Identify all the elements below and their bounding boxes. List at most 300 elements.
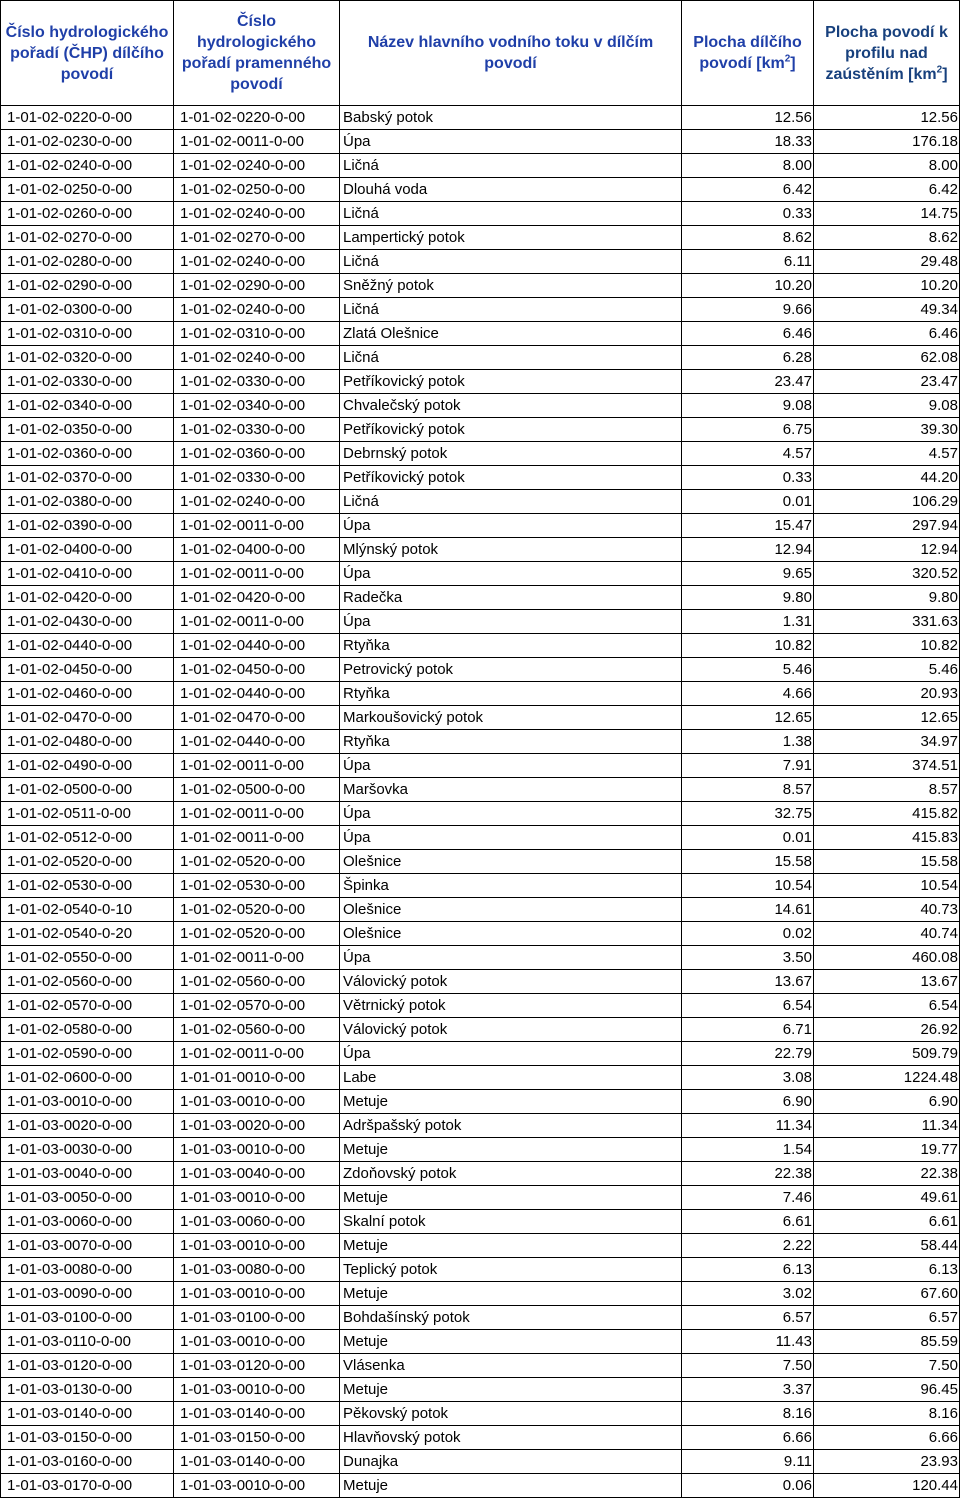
- stream-name-cell: Radečka: [340, 586, 682, 610]
- total-area-cell: 13.67: [814, 970, 960, 994]
- stream-name-cell: Maršovka: [340, 778, 682, 802]
- total-area-cell: 120.44: [814, 1474, 960, 1498]
- source-chp-cell: 1-01-02-0240-0-00: [174, 154, 340, 178]
- source-chp-cell: 1-01-03-0010-0-00: [174, 1138, 340, 1162]
- subbasin-area-cell: 4.57: [682, 442, 814, 466]
- table-row: [1, 1330, 960, 1354]
- chp-cell: 1-01-02-0330-0-00: [1, 370, 174, 394]
- chp-cell: 1-01-02-0420-0-00: [1, 586, 174, 610]
- table-row: [1, 946, 960, 970]
- total-area-cell: 10.20: [814, 274, 960, 298]
- stream-name-cell: Úpa: [340, 514, 682, 538]
- chp-cell: 1-01-02-0320-0-00: [1, 346, 174, 370]
- subbasin-area-cell: 0.01: [682, 826, 814, 850]
- subbasin-area-cell: 11.34: [682, 1114, 814, 1138]
- table-row: [1, 850, 960, 874]
- stream-name-cell: Metuje: [340, 1330, 682, 1354]
- table-row: [1, 778, 960, 802]
- table-row: [1, 562, 960, 586]
- source-chp-cell: 1-01-02-0340-0-00: [174, 394, 340, 418]
- table-row: [1, 1474, 960, 1498]
- header-subbasin-area-end: ]: [790, 55, 796, 72]
- total-area-cell: 8.00: [814, 154, 960, 178]
- subbasin-area-cell: 6.13: [682, 1258, 814, 1282]
- source-chp-cell: 1-01-02-0011-0-00: [174, 610, 340, 634]
- total-area-cell: 22.38: [814, 1162, 960, 1186]
- subbasin-area-cell: 6.61: [682, 1210, 814, 1234]
- stream-name-cell: Metuje: [340, 1138, 682, 1162]
- table-row: [1, 1258, 960, 1282]
- chp-cell: 1-01-02-0580-0-00: [1, 1018, 174, 1042]
- table-row: [1, 466, 960, 490]
- total-area-cell: 67.60: [814, 1282, 960, 1306]
- subbasin-area-cell: 3.02: [682, 1282, 814, 1306]
- stream-name-cell: Debrnský potok: [340, 442, 682, 466]
- total-area-cell: 6.90: [814, 1090, 960, 1114]
- table-row: [1, 1450, 960, 1474]
- chp-cell: 1-01-02-0480-0-00: [1, 730, 174, 754]
- chp-cell: 1-01-02-0460-0-00: [1, 682, 174, 706]
- source-chp-cell: 1-01-03-0020-0-00: [174, 1114, 340, 1138]
- stream-name-cell: Teplický potok: [340, 1258, 682, 1282]
- source-chp-cell: 1-01-02-0011-0-00: [174, 754, 340, 778]
- table-row: [1, 1186, 960, 1210]
- total-area-cell: 23.93: [814, 1450, 960, 1474]
- chp-cell: 1-01-02-0512-0-00: [1, 826, 174, 850]
- total-area-cell: 6.57: [814, 1306, 960, 1330]
- source-chp-cell: 1-01-02-0011-0-00: [174, 1042, 340, 1066]
- chp-cell: 1-01-02-0260-0-00: [1, 202, 174, 226]
- source-chp-cell: 1-01-03-0040-0-00: [174, 1162, 340, 1186]
- chp-cell: 1-01-02-0360-0-00: [1, 442, 174, 466]
- stream-name-cell: Mlýnský potok: [340, 538, 682, 562]
- chp-cell: 1-01-02-0340-0-00: [1, 394, 174, 418]
- total-area-cell: 6.13: [814, 1258, 960, 1282]
- stream-name-cell: Bohdašínský potok: [340, 1306, 682, 1330]
- source-chp-cell: 1-01-02-0360-0-00: [174, 442, 340, 466]
- source-chp-cell: 1-01-02-0011-0-00: [174, 130, 340, 154]
- total-area-cell: 9.80: [814, 586, 960, 610]
- chp-cell: 1-01-02-0600-0-00: [1, 1066, 174, 1090]
- stream-name-cell: Špinka: [340, 874, 682, 898]
- table-row: [1, 874, 960, 898]
- source-chp-cell: 1-01-02-0011-0-00: [174, 826, 340, 850]
- total-area-cell: 49.61: [814, 1186, 960, 1210]
- stream-name-cell: Rtyňka: [340, 682, 682, 706]
- source-chp-cell: 1-01-02-0330-0-00: [174, 418, 340, 442]
- total-area-cell: 12.94: [814, 538, 960, 562]
- subbasin-area-cell: 9.08: [682, 394, 814, 418]
- header-subbasin-area: [682, 1, 814, 106]
- source-chp-cell: 1-01-02-0240-0-00: [174, 250, 340, 274]
- stream-name-cell: Metuje: [340, 1234, 682, 1258]
- source-chp-cell: 1-01-02-0250-0-00: [174, 178, 340, 202]
- table-row: [1, 106, 960, 130]
- source-chp-cell: 1-01-02-0500-0-00: [174, 778, 340, 802]
- source-chp-cell: 1-01-02-0240-0-00: [174, 346, 340, 370]
- subbasin-area-cell: 7.91: [682, 754, 814, 778]
- chp-cell: 1-01-02-0310-0-00: [1, 322, 174, 346]
- stream-name-cell: Dunajka: [340, 1450, 682, 1474]
- chp-cell: 1-01-02-0250-0-00: [1, 178, 174, 202]
- table-row: [1, 1162, 960, 1186]
- total-area-cell: 8.57: [814, 778, 960, 802]
- chp-cell: 1-01-03-0150-0-00: [1, 1426, 174, 1450]
- table-row: [1, 226, 960, 250]
- header-total-area-end: ]: [942, 65, 948, 83]
- source-chp-cell: 1-01-02-0011-0-00: [174, 562, 340, 586]
- stream-name-cell: Metuje: [340, 1186, 682, 1210]
- total-area-cell: 374.51: [814, 754, 960, 778]
- table-row: [1, 514, 960, 538]
- total-area-cell: 4.57: [814, 442, 960, 466]
- stream-name-cell: Petříkovický potok: [340, 466, 682, 490]
- table-header: [1, 1, 960, 106]
- table-row: [1, 1210, 960, 1234]
- table-row: [1, 442, 960, 466]
- table-row: [1, 538, 960, 562]
- chp-cell: 1-01-02-0400-0-00: [1, 538, 174, 562]
- table-row: [1, 346, 960, 370]
- source-chp-cell: 1-01-02-0470-0-00: [174, 706, 340, 730]
- source-chp-cell: 1-01-02-0520-0-00: [174, 922, 340, 946]
- stream-name-cell: Olešnice: [340, 922, 682, 946]
- stream-name-cell: Rtyňka: [340, 634, 682, 658]
- subbasin-area-cell: 1.38: [682, 730, 814, 754]
- subbasin-area-cell: 6.28: [682, 346, 814, 370]
- table-row: [1, 634, 960, 658]
- stream-name-cell: Úpa: [340, 826, 682, 850]
- chp-cell: 1-01-03-0060-0-00: [1, 1210, 174, 1234]
- stream-name-cell: Olešnice: [340, 898, 682, 922]
- total-area-cell: 106.29: [814, 490, 960, 514]
- header-subbasin-area-sup: 2: [784, 53, 791, 65]
- stream-name-cell: Zlatá Olešnice: [340, 322, 682, 346]
- total-area-cell: 460.08: [814, 946, 960, 970]
- chp-cell: 1-01-02-0530-0-00: [1, 874, 174, 898]
- subbasin-area-cell: 15.58: [682, 850, 814, 874]
- header-total-area-text: Plocha povodí k profilu nad zaústěním [km: [825, 23, 948, 83]
- table-row: [1, 178, 960, 202]
- chp-cell: 1-01-03-0050-0-00: [1, 1186, 174, 1210]
- table-row: [1, 706, 960, 730]
- chp-cell: 1-01-02-0370-0-00: [1, 466, 174, 490]
- table-row: [1, 1114, 960, 1138]
- header-source-chp: Číslo hydrologického pořadí pramenného povodí: [174, 1, 340, 106]
- stream-name-cell: Petříkovický potok: [340, 418, 682, 442]
- chp-cell: 1-01-02-0350-0-00: [1, 418, 174, 442]
- source-chp-cell: 1-01-03-0120-0-00: [174, 1354, 340, 1378]
- stream-name-cell: Úpa: [340, 802, 682, 826]
- chp-cell: 1-01-02-0240-0-00: [1, 154, 174, 178]
- source-chp-cell: 1-01-02-0290-0-00: [174, 274, 340, 298]
- table-row: [1, 826, 960, 850]
- source-chp-cell: 1-01-03-0010-0-00: [174, 1282, 340, 1306]
- source-chp-cell: 1-01-03-0140-0-00: [174, 1402, 340, 1426]
- source-chp-cell: 1-01-02-0330-0-00: [174, 466, 340, 490]
- chp-cell: 1-01-02-0570-0-00: [1, 994, 174, 1018]
- total-area-cell: 23.47: [814, 370, 960, 394]
- total-area-cell: 6.66: [814, 1426, 960, 1450]
- total-area-cell: 8.16: [814, 1402, 960, 1426]
- stream-name-cell: Úpa: [340, 754, 682, 778]
- table-row: [1, 1066, 960, 1090]
- subbasin-area-cell: 9.65: [682, 562, 814, 586]
- subbasin-area-cell: 32.75: [682, 802, 814, 826]
- header-stream-name: Název hlavního vodního toku v dílčím povodí: [340, 1, 682, 106]
- subbasin-area-cell: 6.54: [682, 994, 814, 1018]
- subbasin-area-cell: 3.50: [682, 946, 814, 970]
- chp-cell: 1-01-02-0300-0-00: [1, 298, 174, 322]
- source-chp-cell: 1-01-02-0011-0-00: [174, 802, 340, 826]
- header-row: [1, 1, 960, 106]
- subbasin-area-cell: 12.65: [682, 706, 814, 730]
- total-area-cell: 176.18: [814, 130, 960, 154]
- source-chp-cell: 1-01-02-0560-0-00: [174, 970, 340, 994]
- total-area-cell: 19.77: [814, 1138, 960, 1162]
- subbasin-area-cell: 6.46: [682, 322, 814, 346]
- source-chp-cell: 1-01-02-0400-0-00: [174, 538, 340, 562]
- stream-name-cell: Labe: [340, 1066, 682, 1090]
- source-chp-cell: 1-01-03-0060-0-00: [174, 1210, 340, 1234]
- stream-name-cell: Úpa: [340, 1042, 682, 1066]
- stream-name-cell: Ličná: [340, 250, 682, 274]
- stream-name-cell: Ličná: [340, 154, 682, 178]
- total-area-cell: 8.62: [814, 226, 960, 250]
- total-area-cell: 20.93: [814, 682, 960, 706]
- stream-name-cell: Olešnice: [340, 850, 682, 874]
- subbasin-area-cell: 11.43: [682, 1330, 814, 1354]
- chp-cell: 1-01-02-0560-0-00: [1, 970, 174, 994]
- subbasin-area-cell: 7.46: [682, 1186, 814, 1210]
- chp-cell: 1-01-02-0500-0-00: [1, 778, 174, 802]
- subbasin-area-cell: 6.42: [682, 178, 814, 202]
- subbasin-area-cell: 13.67: [682, 970, 814, 994]
- subbasin-area-cell: 8.16: [682, 1402, 814, 1426]
- subbasin-area-cell: 8.00: [682, 154, 814, 178]
- stream-name-cell: Sněžný potok: [340, 274, 682, 298]
- total-area-cell: 10.54: [814, 874, 960, 898]
- table-row: [1, 1018, 960, 1042]
- subbasin-area-cell: 6.66: [682, 1426, 814, 1450]
- subbasin-area-cell: 10.20: [682, 274, 814, 298]
- table-row: [1, 1138, 960, 1162]
- table-row: [1, 1042, 960, 1066]
- total-area-cell: 6.61: [814, 1210, 960, 1234]
- chp-cell: 1-01-03-0010-0-00: [1, 1090, 174, 1114]
- table-row: [1, 298, 960, 322]
- table-row: [1, 610, 960, 634]
- stream-name-cell: Skalní potok: [340, 1210, 682, 1234]
- chp-cell: 1-01-02-0220-0-00: [1, 106, 174, 130]
- chp-cell: 1-01-02-0290-0-00: [1, 274, 174, 298]
- total-area-cell: 9.08: [814, 394, 960, 418]
- source-chp-cell: 1-01-02-0520-0-00: [174, 898, 340, 922]
- table-row: [1, 202, 960, 226]
- chp-cell: 1-01-02-0511-0-00: [1, 802, 174, 826]
- stream-name-cell: Metuje: [340, 1474, 682, 1498]
- subbasin-area-cell: 7.50: [682, 1354, 814, 1378]
- stream-name-cell: Úpa: [340, 610, 682, 634]
- table-row: [1, 994, 960, 1018]
- stream-name-cell: Zdoňovský potok: [340, 1162, 682, 1186]
- table-row: [1, 802, 960, 826]
- stream-name-cell: Metuje: [340, 1090, 682, 1114]
- stream-name-cell: Ličná: [340, 346, 682, 370]
- subbasin-area-cell: 9.80: [682, 586, 814, 610]
- chp-cell: 1-01-02-0520-0-00: [1, 850, 174, 874]
- subbasin-area-cell: 4.66: [682, 682, 814, 706]
- source-chp-cell: 1-01-02-0560-0-00: [174, 1018, 340, 1042]
- total-area-cell: 415.83: [814, 826, 960, 850]
- table-row: [1, 682, 960, 706]
- chp-cell: 1-01-03-0110-0-00: [1, 1330, 174, 1354]
- stream-name-cell: Ličná: [340, 490, 682, 514]
- source-chp-cell: 1-01-03-0080-0-00: [174, 1258, 340, 1282]
- table-row: [1, 274, 960, 298]
- chp-cell: 1-01-03-0030-0-00: [1, 1138, 174, 1162]
- header-chp: Číslo hydrologického pořadí (ČHP) dílčího povodí: [1, 1, 174, 106]
- stream-name-cell: Metuje: [340, 1378, 682, 1402]
- stream-name-cell: Pěkovský potok: [340, 1402, 682, 1426]
- header-total-area-sup: 2: [936, 64, 943, 76]
- stream-name-cell: Petříkovický potok: [340, 370, 682, 394]
- subbasin-area-cell: 2.22: [682, 1234, 814, 1258]
- total-area-cell: 15.58: [814, 850, 960, 874]
- stream-name-cell: Metuje: [340, 1282, 682, 1306]
- total-area-cell: 11.34: [814, 1114, 960, 1138]
- stream-name-cell: Hlavňovský potok: [340, 1426, 682, 1450]
- source-chp-cell: 1-01-02-0440-0-00: [174, 730, 340, 754]
- table-row: [1, 1234, 960, 1258]
- chp-cell: 1-01-02-0380-0-00: [1, 490, 174, 514]
- subbasin-area-cell: 12.94: [682, 538, 814, 562]
- total-area-cell: 7.50: [814, 1354, 960, 1378]
- table-row: [1, 490, 960, 514]
- table-row: [1, 970, 960, 994]
- stream-name-cell: Válovický potok: [340, 970, 682, 994]
- subbasin-area-cell: 0.02: [682, 922, 814, 946]
- table-body: [1, 106, 960, 1498]
- subbasin-area-cell: 10.54: [682, 874, 814, 898]
- subbasin-area-cell: 1.54: [682, 1138, 814, 1162]
- stream-name-cell: Rtyňka: [340, 730, 682, 754]
- subbasin-area-cell: 6.90: [682, 1090, 814, 1114]
- chp-cell: 1-01-03-0080-0-00: [1, 1258, 174, 1282]
- chp-cell: 1-01-03-0170-0-00: [1, 1474, 174, 1498]
- header-total-area: [814, 1, 960, 106]
- subbasin-area-cell: 9.66: [682, 298, 814, 322]
- subbasin-area-cell: 1.31: [682, 610, 814, 634]
- source-chp-cell: 1-01-02-0011-0-00: [174, 946, 340, 970]
- chp-cell: 1-01-02-0450-0-00: [1, 658, 174, 682]
- total-area-cell: 85.59: [814, 1330, 960, 1354]
- subbasin-area-cell: 3.37: [682, 1378, 814, 1402]
- stream-name-cell: Úpa: [340, 130, 682, 154]
- table-row: [1, 898, 960, 922]
- total-area-cell: 26.92: [814, 1018, 960, 1042]
- source-chp-cell: 1-01-02-0240-0-00: [174, 298, 340, 322]
- total-area-cell: 5.46: [814, 658, 960, 682]
- subbasin-area-cell: 8.62: [682, 226, 814, 250]
- source-chp-cell: 1-01-02-0450-0-00: [174, 658, 340, 682]
- source-chp-cell: 1-01-02-0330-0-00: [174, 370, 340, 394]
- chp-cell: 1-01-03-0120-0-00: [1, 1354, 174, 1378]
- total-area-cell: 1224.48: [814, 1066, 960, 1090]
- source-chp-cell: 1-01-03-0010-0-00: [174, 1330, 340, 1354]
- chp-cell: 1-01-02-0390-0-00: [1, 514, 174, 538]
- subbasin-area-cell: 23.47: [682, 370, 814, 394]
- subbasin-area-cell: 6.57: [682, 1306, 814, 1330]
- total-area-cell: 29.48: [814, 250, 960, 274]
- total-area-cell: 58.44: [814, 1234, 960, 1258]
- subbasin-area-cell: 0.01: [682, 490, 814, 514]
- chp-cell: 1-01-03-0040-0-00: [1, 1162, 174, 1186]
- chp-cell: 1-01-02-0590-0-00: [1, 1042, 174, 1066]
- chp-cell: 1-01-02-0430-0-00: [1, 610, 174, 634]
- stream-name-cell: Válovický potok: [340, 1018, 682, 1042]
- subbasin-area-cell: 14.61: [682, 898, 814, 922]
- source-chp-cell: 1-01-02-0530-0-00: [174, 874, 340, 898]
- table-row: [1, 586, 960, 610]
- total-area-cell: 12.65: [814, 706, 960, 730]
- chp-cell: 1-01-03-0160-0-00: [1, 1450, 174, 1474]
- source-chp-cell: 1-01-01-0010-0-00: [174, 1066, 340, 1090]
- total-area-cell: 14.75: [814, 202, 960, 226]
- stream-name-cell: Úpa: [340, 562, 682, 586]
- chp-cell: 1-01-03-0140-0-00: [1, 1402, 174, 1426]
- subbasin-area-cell: 6.11: [682, 250, 814, 274]
- table-row: [1, 754, 960, 778]
- total-area-cell: 39.30: [814, 418, 960, 442]
- total-area-cell: 34.97: [814, 730, 960, 754]
- total-area-cell: 6.46: [814, 322, 960, 346]
- total-area-cell: 6.54: [814, 994, 960, 1018]
- subbasin-area-cell: 12.56: [682, 106, 814, 130]
- total-area-cell: 297.94: [814, 514, 960, 538]
- subbasin-area-cell: 5.46: [682, 658, 814, 682]
- stream-name-cell: Větrnický potok: [340, 994, 682, 1018]
- table-row: [1, 394, 960, 418]
- chp-cell: 1-01-02-0410-0-00: [1, 562, 174, 586]
- chp-cell: 1-01-03-0130-0-00: [1, 1378, 174, 1402]
- table-row: [1, 418, 960, 442]
- source-chp-cell: 1-01-02-0440-0-00: [174, 682, 340, 706]
- stream-name-cell: Úpa: [340, 946, 682, 970]
- chp-cell: 1-01-02-0440-0-00: [1, 634, 174, 658]
- stream-name-cell: Adršpašský potok: [340, 1114, 682, 1138]
- subbasin-area-cell: 6.71: [682, 1018, 814, 1042]
- table-row: [1, 154, 960, 178]
- source-chp-cell: 1-01-02-0270-0-00: [174, 226, 340, 250]
- table-row: [1, 1378, 960, 1402]
- total-area-cell: 509.79: [814, 1042, 960, 1066]
- table-row: [1, 1090, 960, 1114]
- subbasin-area-cell: 6.75: [682, 418, 814, 442]
- total-area-cell: 49.34: [814, 298, 960, 322]
- table-row: [1, 922, 960, 946]
- subbasin-area-cell: 10.82: [682, 634, 814, 658]
- stream-name-cell: Chvalečský potok: [340, 394, 682, 418]
- total-area-cell: 415.82: [814, 802, 960, 826]
- header-subbasin-area-text: Plocha dílčího povodí [km: [693, 34, 802, 72]
- stream-name-cell: Ličná: [340, 202, 682, 226]
- stream-name-cell: Petrovický potok: [340, 658, 682, 682]
- subbasin-area-cell: 22.38: [682, 1162, 814, 1186]
- table-row: [1, 1402, 960, 1426]
- subbasin-area-cell: 18.33: [682, 130, 814, 154]
- chp-cell: 1-01-03-0020-0-00: [1, 1114, 174, 1138]
